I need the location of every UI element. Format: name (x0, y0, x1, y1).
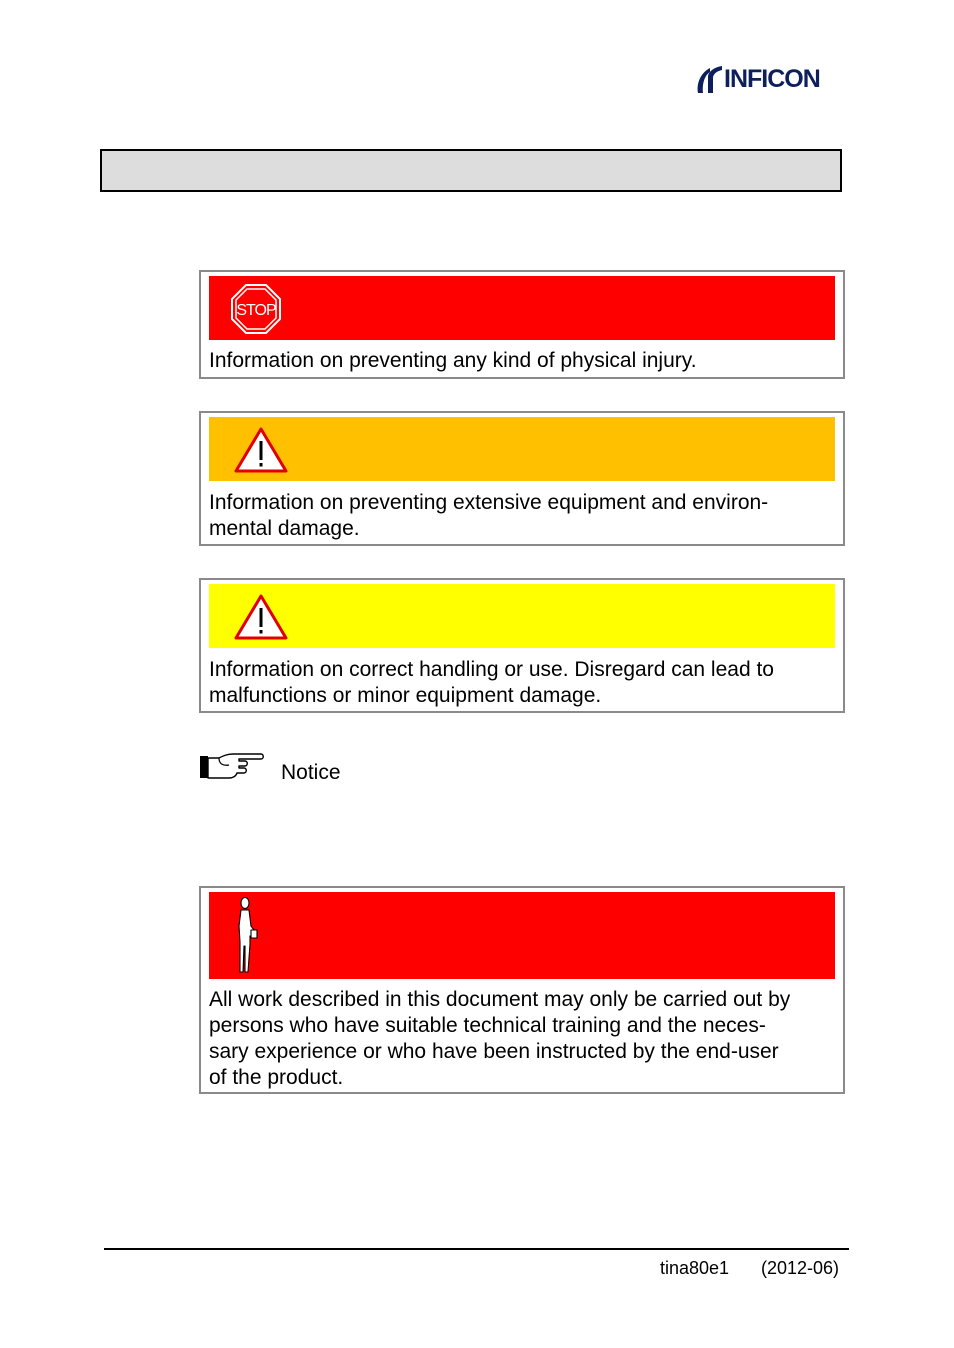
pointing-hand-icon (199, 752, 265, 780)
caution-box (199, 578, 845, 713)
caution-text-line: malfunctions or minor equipment damage. (209, 684, 602, 707)
personnel-text-line: All work described in this document may only be carried out by (209, 988, 791, 1011)
personnel-text-line: of the product. (209, 1066, 344, 1089)
footer-doc-id: tina80e1 (660, 1258, 730, 1278)
danger-box (199, 270, 845, 379)
footer-rule (104, 1248, 849, 1250)
personnel-text (209, 987, 837, 1091)
warning-text-line: Information on preventing extensive equipment and environ- (209, 491, 769, 514)
danger-text: Information on preventing any kind of physical injury. (209, 349, 697, 372)
stop-icon (231, 284, 281, 334)
warning-box (199, 411, 845, 546)
caution-band (209, 584, 835, 648)
danger-band (209, 276, 835, 340)
section-heading-bar (100, 149, 842, 192)
inficon-logo (694, 62, 846, 96)
warning-triangle-icon (233, 593, 289, 641)
footer-date: (2012-06) (761, 1258, 840, 1278)
caution-text (209, 657, 837, 709)
warning-text-line: mental damage. (209, 517, 360, 540)
caution-text-line: Information on correct handling or use. Disregard can lead to (209, 658, 774, 681)
warning-band (209, 417, 835, 481)
inficon-logo-mark-icon (694, 62, 724, 96)
personnel-icon (235, 896, 259, 974)
personnel-text-line: sary experience or who have been instructed by the end-user (209, 1040, 779, 1063)
warning-triangle-icon (233, 426, 289, 474)
notice-label: Notice (281, 761, 341, 784)
logo-wordmark: INFICON (724, 65, 820, 93)
personnel-band (209, 892, 835, 979)
svg-text:STOP: STOP (236, 302, 276, 319)
personnel-text-line: persons who have suitable technical training and the neces- (209, 1014, 766, 1037)
personnel-box (199, 886, 845, 1094)
warning-text (209, 490, 837, 542)
